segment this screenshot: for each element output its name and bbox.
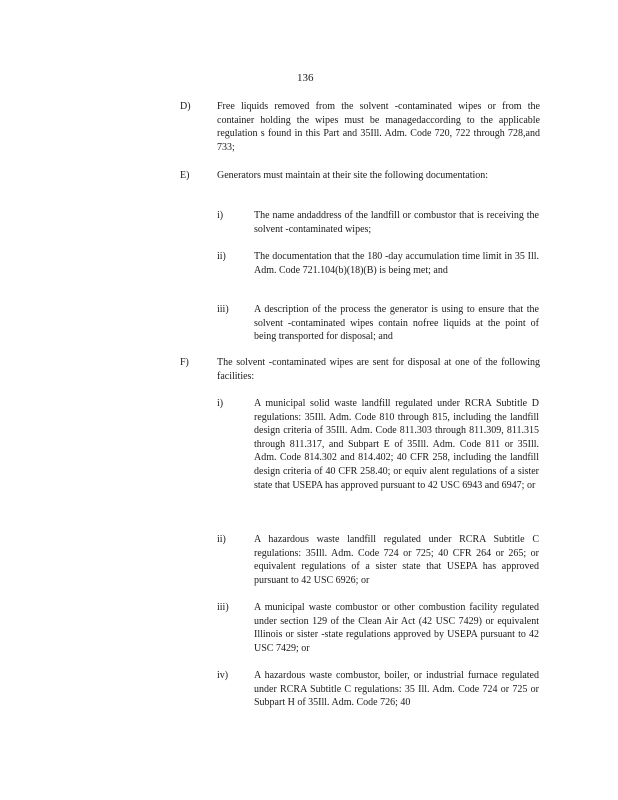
subitem-label: iii) <box>217 602 229 613</box>
item-text: The solvent -contaminated wipes are sent for disposal at one of the following facilities: <box>217 357 540 382</box>
item-text: Generators must maintain at their site the following documentation: <box>217 170 489 181</box>
subitem-text: A municipal solid waste landfill regulated under RCRA Subtitle D regulations: 35Ill. Adm. Code 810 through 815, including the landfill design criteria of 35Ill. Adm. Code 811.303 through 811.309, 811.315 through 811.317, and Subpart E of 35Ill. Adm. Code 811 or 35Ill. Adm. Code 814.302 and 814.402; 40 CFR 258, including the landfill design criteria of 40 CFR 258.40; or equiv alent regulations of a sister state that USEPA has approved pursuant to 42 USC 6943 and 6947; or <box>254 398 539 491</box>
subitem-f-iii <box>217 601 539 655</box>
subitem-text: The name andaddress of the landfill or combustor that is receiving the solvent -contaminated wipes; <box>254 210 539 235</box>
item-label: F) <box>180 357 189 368</box>
subitem-e-iii <box>217 303 539 344</box>
subitem-f-ii <box>217 533 539 587</box>
item-text: Free liquids removed from the solvent -contaminated wipes or from the container holding the wipes must be managedaccording to the applicable regulation s found in this Part and 35Ill. Adm. Code 720, 722 through 728,and 733; <box>217 101 540 153</box>
subitem-f-iv <box>217 669 539 710</box>
subitem-e-ii <box>217 250 539 277</box>
subitem-label: i) <box>217 398 224 409</box>
item-label: D) <box>180 101 191 112</box>
subitem-label: i) <box>217 210 224 221</box>
subitem-e-i <box>217 209 539 236</box>
item-label: E) <box>180 170 190 181</box>
item-f <box>180 356 540 383</box>
item-d <box>180 100 540 154</box>
subitem-label: iii) <box>217 304 229 315</box>
subitem-text: The documentation that the 180 -day accumulation time limit in 35 Ill. Adm. Code 721.104(b)(18)(B) is being met; and <box>254 251 539 276</box>
subitem-text: A hazardous waste landfill regulated under RCRA Subtitle C regulations: 35Ill. Adm. Code 724 or 725; 40 CFR 264 or 265; or equivalent regulations of a sister state that USEPA has approved pursuant to 42 USC 6926; or <box>254 534 539 586</box>
subitem-label: ii) <box>217 251 226 262</box>
subitem-f-i <box>217 397 539 492</box>
subitem-text: A description of the process the generator is using to ensure that the solvent -contaminated wipes contain nofree liquids at the point of being transported for disposal; and <box>254 304 539 343</box>
subitem-text: A municipal waste combustor or other combustion facility regulated under section 129 of the Clean Air Act (42 USC 7429) or equivalent Illinois or sister -state regulations approved by USEPA pursuant to 42 USC 7429; or <box>254 602 539 654</box>
item-e <box>180 169 540 183</box>
subitem-label: ii) <box>217 534 226 545</box>
page-number: 136 <box>297 72 314 84</box>
subitem-text: A hazardous waste combustor, boiler, or industrial furnace regulated under RCRA Subtitle C regulations: 35 Ill. Adm. Code 724 or 725 or Subpart H of 35Ill. Adm. Code 726; 40 <box>254 670 539 709</box>
subitem-label: iv) <box>217 670 229 681</box>
